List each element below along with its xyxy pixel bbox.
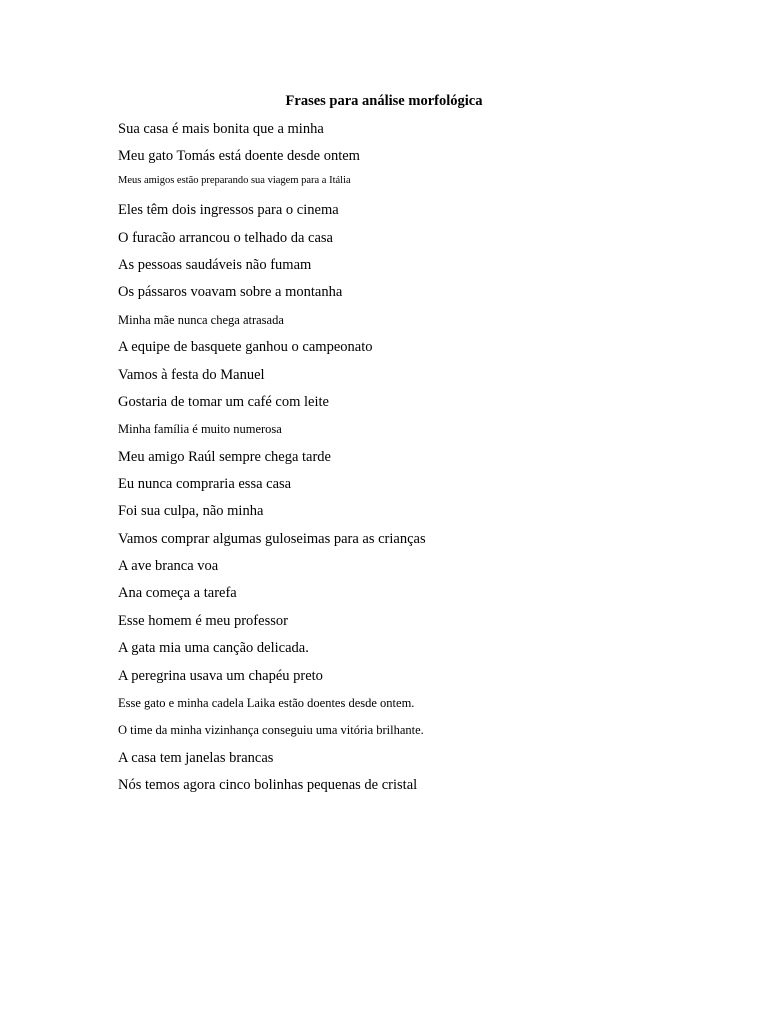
sentence-6: As pessoas saudáveis não fumam [118, 257, 312, 273]
sentence-3: Meus amigos estão preparando sua viagem para a Itália [118, 175, 351, 186]
sentence-25: Nós temos agora cinco bolinhas pequenas de cristal [118, 777, 418, 793]
sentence-12: Minha família é muito numerosa [118, 422, 282, 436]
sentence-23: O time da minha vizinhança conseguiu uma vitória brilhante. [118, 723, 424, 737]
sentence-1: Sua casa é mais bonita que a minha [118, 121, 324, 137]
sentence-18: Ana começa a tarefa [118, 585, 237, 601]
sentence-19: Esse homem é meu professor [118, 613, 288, 629]
sentence-2: Meu gato Tomás está doente desde ontem [118, 148, 360, 164]
sentence-7: Os pássaros voavam sobre a montanha [118, 284, 343, 300]
sentence-9: A equipe de basquete ganhou o campeonato [118, 339, 373, 355]
sentence-10: Vamos à festa do Manuel [118, 367, 265, 383]
sentence-17: A ave branca voa [118, 558, 219, 574]
sentence-14: Eu nunca compraria essa casa [118, 476, 292, 492]
sentence-21: A peregrina usava um chapéu preto [118, 668, 323, 684]
document-title: Frases para análise morfológica [285, 93, 483, 109]
sentence-16: Vamos comprar algumas guloseimas para as crianças [118, 531, 426, 547]
sentence-5: O furacão arrancou o telhado da casa [118, 230, 333, 246]
sentence-4: Eles têm dois ingressos para o cinema [118, 202, 339, 218]
sentence-15: Foi sua culpa, não minha [118, 503, 264, 519]
sentence-11: Gostaria de tomar um café com leite [118, 394, 329, 410]
sentence-24: A casa tem janelas brancas [118, 750, 274, 766]
sentence-22: Esse gato e minha cadela Laika estão doentes desde ontem. [118, 696, 415, 710]
sentence-20: A gata mia uma canção delicada. [118, 640, 309, 656]
sentence-13: Meu amigo Raúl sempre chega tarde [118, 449, 331, 465]
sentence-8: Minha mãe nunca chega atrasada [118, 313, 284, 327]
